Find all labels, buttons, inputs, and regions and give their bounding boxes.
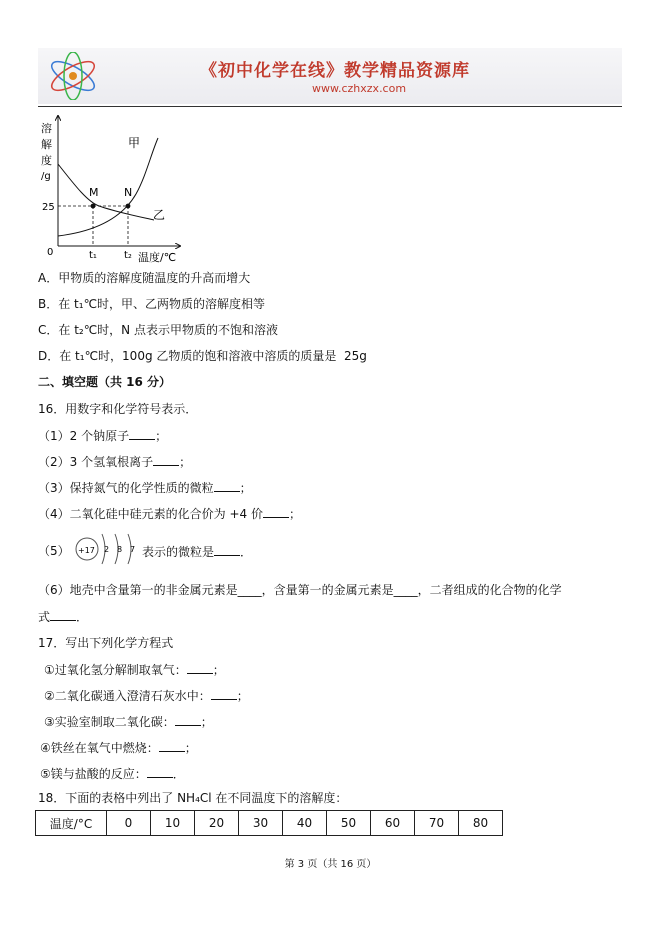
point-n bbox=[126, 204, 131, 209]
atom-logo-icon bbox=[44, 52, 102, 100]
header-rule bbox=[38, 106, 622, 107]
q17-eq-5: ⑤镁与盐酸的反应： ． bbox=[40, 767, 185, 781]
q16-part-5-prefix: （5） bbox=[38, 544, 70, 558]
table-cell: 60 bbox=[371, 811, 415, 836]
shell-electrons-2: 8 bbox=[117, 545, 123, 554]
option-a: A．甲物质的溶解度随温度的升高而增大 bbox=[38, 271, 251, 285]
curve-jia bbox=[58, 138, 158, 236]
option-d-value: 25g bbox=[344, 349, 367, 363]
option-c: C．在 t₂℃时，N 点表示甲物质的不饱和溶液 bbox=[38, 323, 278, 337]
answer-blank bbox=[263, 505, 289, 518]
ylabel-char-3: 度 bbox=[41, 154, 52, 167]
banner-url: www.czhxzx.com bbox=[312, 82, 407, 95]
q16-stem: 16．用数字和化学符号表示． bbox=[38, 402, 198, 416]
q17-stem: 17．写出下列化学方程式 bbox=[38, 636, 174, 650]
origin-label: 0 bbox=[47, 247, 54, 258]
curve-jia-label: 甲 bbox=[128, 136, 141, 150]
table-cell: 10 bbox=[151, 811, 195, 836]
option-d bbox=[38, 348, 367, 364]
answer-blank bbox=[214, 479, 240, 492]
shell-electrons-1: 2 bbox=[104, 545, 110, 554]
table-cell: 20 bbox=[195, 811, 239, 836]
answer-blank bbox=[187, 661, 213, 674]
ylabel-char-4: /g bbox=[41, 171, 51, 182]
table-cell: 50 bbox=[327, 811, 371, 836]
q17-eq-2: ②二氧化碳通入澄清石灰水中： ； bbox=[44, 689, 249, 703]
x-tick-t2: t₂ bbox=[124, 250, 132, 261]
answer-blank bbox=[50, 608, 76, 621]
option-d-text: D．在 t₁℃时，100g 乙物质的饱和溶液中溶质的质量是 bbox=[38, 349, 337, 363]
q18-stem: 18．下面的表格中列出了 NH₄Cl 在不同温度下的溶解度： bbox=[38, 791, 348, 805]
table-cell: 0 bbox=[107, 811, 151, 836]
y-tick-25: 25 bbox=[42, 202, 55, 213]
curve-yi bbox=[58, 164, 154, 220]
x-tick-t1: t₁ bbox=[89, 250, 97, 261]
q17-eq-1: ①过氧化氢分解制取氧气： ； bbox=[44, 663, 225, 677]
q16-part-2: （2）3 个氢氧根离子 ； bbox=[38, 455, 192, 469]
q16-part-6-line2: 式 ． bbox=[38, 610, 89, 624]
table-cell: 40 bbox=[283, 811, 327, 836]
answer-blank bbox=[159, 739, 185, 752]
banner-title: 《初中化学在线》教学精品资源库 bbox=[200, 61, 470, 81]
q16-part-3: （3）保持氮气的化学性质的微粒 ； bbox=[38, 481, 252, 495]
table-cell: 30 bbox=[239, 811, 283, 836]
answer-blank bbox=[147, 765, 173, 778]
x-axis-label: 温度/℃ bbox=[138, 251, 177, 264]
atom-structure-diagram bbox=[72, 528, 144, 570]
curve-yi-label: 乙 bbox=[153, 208, 166, 222]
table-row bbox=[36, 811, 503, 836]
point-n-label: N bbox=[124, 186, 133, 199]
answer-blank bbox=[214, 543, 240, 556]
section-heading: 二、填空题（共 16 分） bbox=[38, 375, 172, 389]
solubility-table bbox=[35, 810, 503, 836]
page-footer: 第 3 页（共 16 页） bbox=[284, 859, 377, 870]
q16-part-5-suffix: 表示的微粒是 ． bbox=[142, 545, 253, 559]
table-cell: 80 bbox=[459, 811, 503, 836]
point-m-label: M bbox=[89, 186, 99, 199]
option-b: B．在 t₁℃时，甲、乙两物质的溶解度相等 bbox=[38, 297, 266, 311]
answer-blank bbox=[153, 453, 179, 466]
shell-electrons-3: 7 bbox=[130, 545, 136, 554]
answer-blank bbox=[211, 687, 237, 700]
table-cell: 70 bbox=[415, 811, 459, 836]
answer-blank bbox=[175, 713, 201, 726]
ylabel-char-1: 溶 bbox=[41, 122, 52, 135]
ylabel-char-2: 解 bbox=[41, 138, 52, 151]
nucleus-charge: +17 bbox=[78, 546, 95, 555]
q16-part-1: （1）2 个钠原子 ； bbox=[38, 429, 168, 443]
table-row-header: 温度/°C bbox=[36, 811, 107, 836]
q17-eq-4: ④铁丝在氧气中燃烧： ； bbox=[40, 741, 197, 755]
q16-part-6-line1: （6）地壳中含量第一的非金属元素是____，含量第一的金属元素是____，二者组成的化合物的化学 bbox=[38, 583, 562, 597]
solubility-graph bbox=[36, 112, 196, 270]
q16-part-4: （4）二氧化硅中硅元素的化合价为 +4 价 ； bbox=[38, 507, 301, 521]
answer-blank bbox=[129, 427, 155, 440]
point-m bbox=[91, 204, 96, 209]
q17-eq-3: ③实验室制取二氧化碳： ； bbox=[44, 715, 213, 729]
